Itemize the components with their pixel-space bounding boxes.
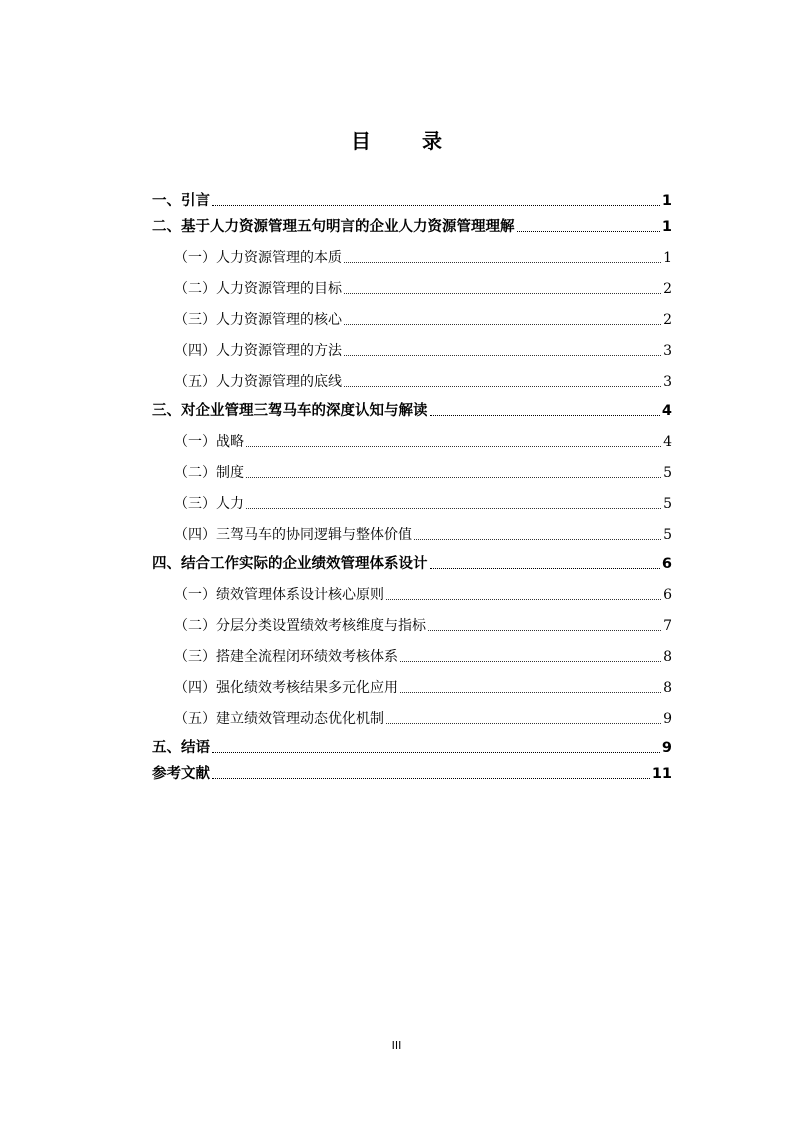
toc-dot-leader [246, 508, 661, 509]
toc-entry-page-number: 2 [663, 312, 672, 328]
toc-subsection-entry[interactable] [152, 483, 672, 514]
toc-entry-label: （二）人力资源管理的目标 [174, 281, 342, 297]
toc-entry-page-number: 8 [663, 649, 672, 665]
toc-section-entry[interactable] [152, 729, 672, 758]
toc-entry-page-number: 5 [663, 465, 672, 481]
toc-subsection-entry[interactable] [152, 237, 672, 268]
toc-entry-page-number: 6 [661, 556, 672, 572]
toc-entry-page-number: 1 [663, 250, 672, 266]
toc-subsection-entry[interactable] [152, 574, 672, 605]
toc-dot-leader [400, 661, 661, 662]
toc-section-entry[interactable] [152, 758, 672, 784]
toc-entry-label: （四）三驾马车的协同逻辑与整体价值 [174, 527, 412, 543]
toc-dot-leader [212, 752, 660, 753]
page-number: III [391, 1039, 402, 1052]
toc-entry-label: （一）绩效管理体系设计核心原则 [174, 587, 384, 603]
toc-entry-label: 二、基于人力资源管理五句明言的企业人力资源管理理解 [152, 219, 515, 235]
toc-subsection-entry[interactable] [152, 452, 672, 483]
toc-subsection-entry[interactable] [152, 299, 672, 330]
toc-entry-page-number: 7 [663, 618, 672, 634]
toc-subsection-entry[interactable] [152, 361, 672, 392]
toc-entry-label: 一、引言 [152, 193, 210, 209]
toc-subsection-entry[interactable] [152, 636, 672, 667]
toc-entry-page-number: 8 [663, 680, 672, 696]
toc-dot-leader [344, 293, 661, 294]
toc-dot-leader [344, 386, 661, 387]
toc-entry-label: 参考文献 [152, 766, 210, 782]
toc-entry-label: （五）人力资源管理的底线 [174, 374, 342, 390]
toc-dot-leader [344, 262, 661, 263]
toc-dot-leader [212, 778, 650, 779]
toc-entry-page-number: 9 [661, 740, 672, 756]
toc-entry-label: （一）战略 [174, 434, 244, 450]
toc-subsection-entry[interactable] [152, 330, 672, 361]
toc-entry-label: （四）人力资源管理的方法 [174, 343, 342, 359]
toc-section-entry[interactable] [152, 185, 672, 211]
toc-entry-page-number: 1 [661, 219, 672, 235]
toc-dot-leader [414, 539, 661, 540]
toc-entry-page-number: 11 [651, 766, 672, 782]
toc-entry-label: （二）制度 [174, 465, 244, 481]
toc-entry-page-number: 5 [663, 496, 672, 512]
toc-entry-page-number: 9 [663, 711, 672, 727]
toc-entry-page-number: 4 [663, 434, 672, 450]
toc-dot-leader [430, 415, 660, 416]
toc-entry-page-number: 3 [663, 343, 672, 359]
toc-subsection-entry[interactable] [152, 514, 672, 545]
toc-entry-label: 四、结合工作实际的企业绩效管理体系设计 [152, 556, 428, 572]
toc-dot-leader [428, 630, 661, 631]
toc-entry-label: （三）人力资源管理的核心 [174, 312, 342, 328]
toc-dot-leader [386, 599, 661, 600]
toc-entry-label: （三）人力 [174, 496, 244, 512]
toc-entry-label: 五、结语 [152, 740, 210, 756]
toc-entry-page-number: 4 [661, 403, 672, 419]
toc-dot-leader [430, 568, 660, 569]
toc-section-entry[interactable] [152, 392, 672, 421]
toc-dot-leader [344, 324, 661, 325]
toc-subsection-entry[interactable] [152, 268, 672, 299]
toc-subsection-entry[interactable] [152, 421, 672, 452]
toc-entry-page-number: 3 [663, 374, 672, 390]
toc-entry-page-number: 5 [663, 527, 672, 543]
toc-entry-label: （三）搭建全流程闭环绩效考核体系 [174, 649, 398, 665]
toc-dot-leader [246, 446, 661, 447]
toc-section-entry[interactable] [152, 211, 672, 237]
toc-entry-label: 三、对企业管理三驾马车的深度认知与解读 [152, 403, 428, 419]
toc-subsection-entry[interactable] [152, 667, 672, 698]
toc-section-entry[interactable] [152, 545, 672, 574]
toc-entry-page-number: 2 [663, 281, 672, 297]
toc-entry-label: （四）强化绩效考核结果多元化应用 [174, 680, 398, 696]
toc-dot-leader [386, 723, 661, 724]
toc-entry-label: （二）分层分类设置绩效考核维度与指标 [174, 618, 426, 634]
toc-entry-label: （一）人力资源管理的本质 [174, 250, 342, 266]
toc-subsection-entry[interactable] [152, 605, 672, 636]
table-of-contents [152, 185, 672, 784]
toc-subsection-entry[interactable] [152, 698, 672, 729]
toc-title: 目 录 [351, 129, 464, 153]
toc-dot-leader [400, 692, 661, 693]
toc-dot-leader [344, 355, 661, 356]
toc-entry-page-number: 1 [661, 193, 672, 209]
toc-dot-leader [517, 231, 660, 232]
toc-entry-page-number: 6 [663, 587, 672, 603]
toc-dot-leader [246, 477, 661, 478]
toc-dot-leader [212, 205, 660, 206]
toc-entry-label: （五）建立绩效管理动态优化机制 [174, 711, 384, 727]
